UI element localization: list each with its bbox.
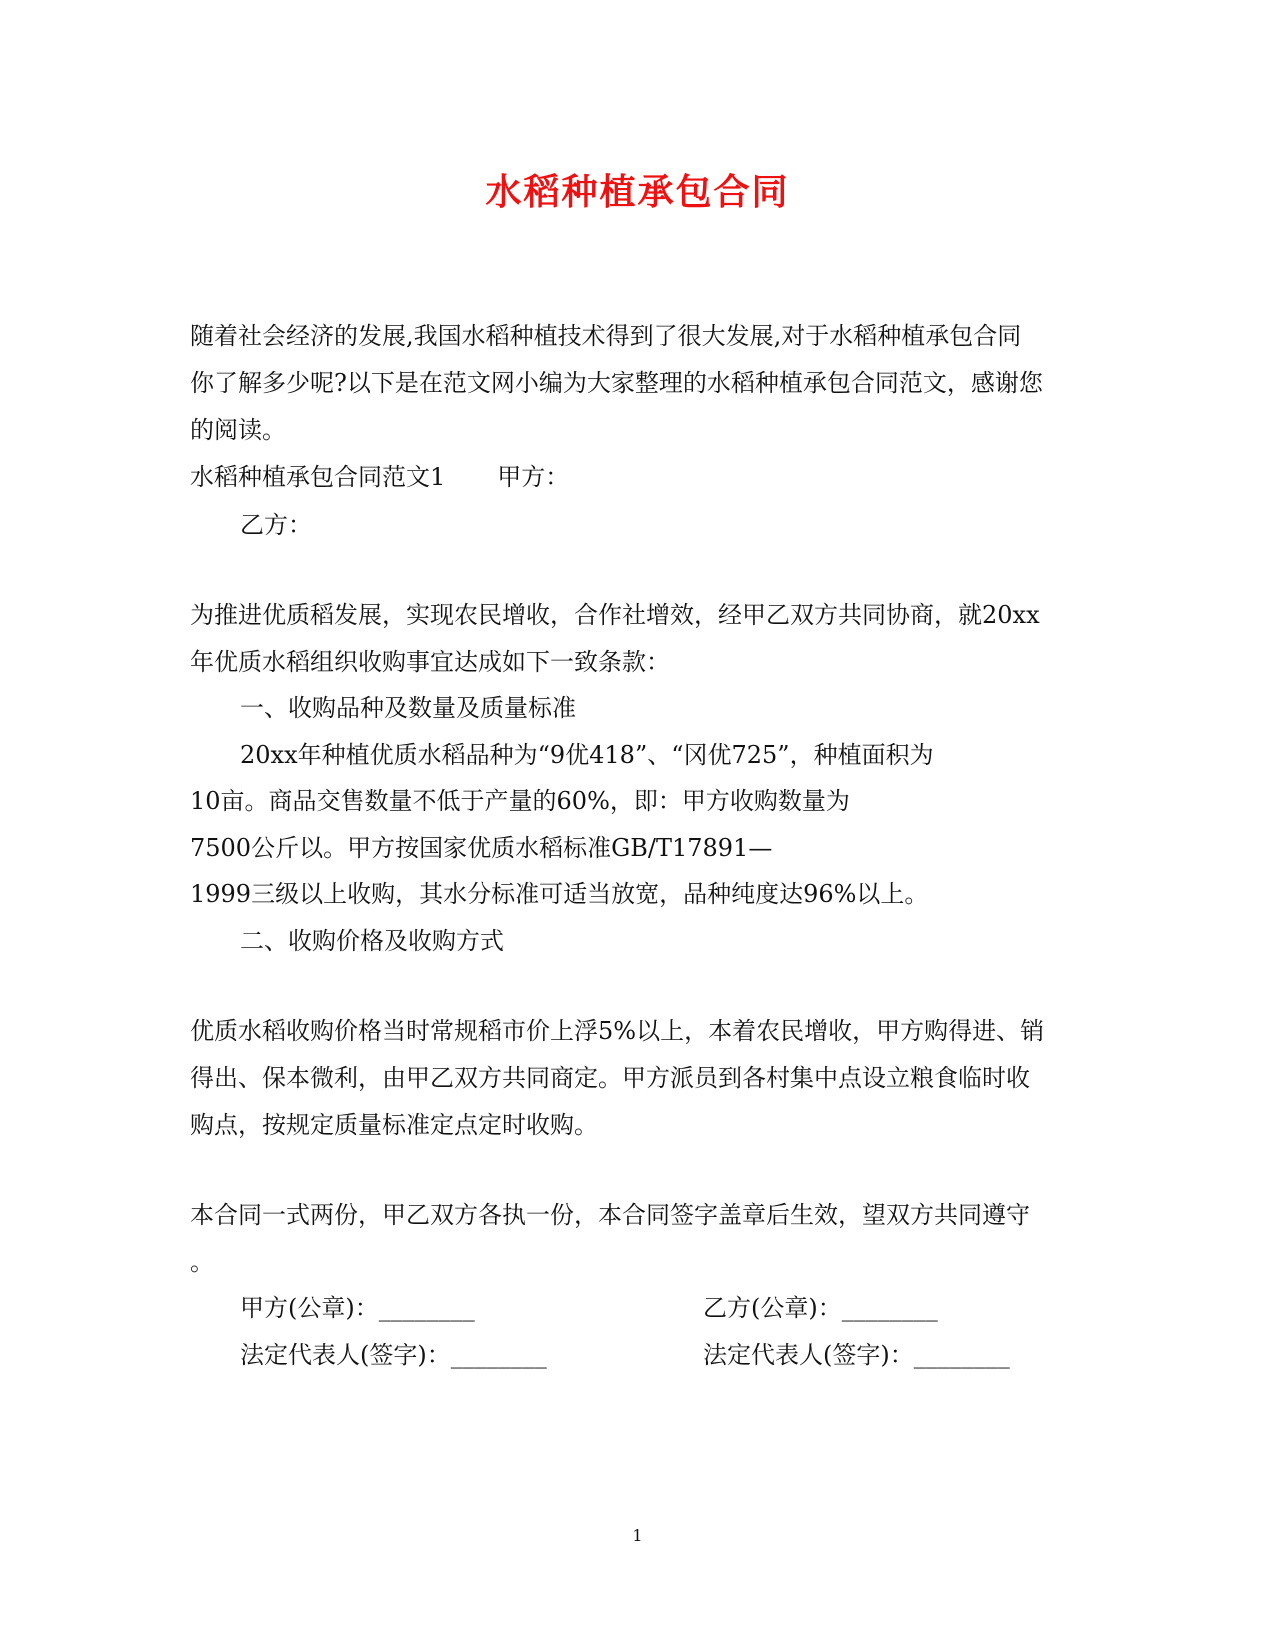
party-a-label: 甲方： [497,463,570,491]
closing-line-1: 本合同一式两份，甲乙双方各执一份，本合同签字盖章后生效，望双方共同遵守 [190,1201,1030,1229]
party-a-seal-field: 甲方(公章)：________ [240,1294,475,1322]
section2-line-1: 优质水稻收购价格当时常规稻市价上浮5%以上，本着农民增收，甲方购得进、销 [190,1017,1045,1045]
party-a-representative-field: 法定代表人(签字)：________ [240,1341,547,1369]
sample-heading-row [190,461,569,493]
preamble-line-2: 年优质水稻组织收购事宜达成如下一致条款： [190,648,670,676]
intro-line-2: 你了解多少呢?以下是在范文网小编为大家整理的水稻种植承包合同范文，感谢您 [190,369,1043,397]
section1-line-1: 20xx年种植优质水稻品种为“9优418”、“冈优725”，种植面积为 [240,741,934,769]
document-title: 水稻种植承包合同 [485,171,790,213]
intro-line-1: 随着社会经济的发展,我国水稻种植技术得到了很大发展,对于水稻种植承包合同 [190,322,1022,350]
section2-heading: 二、收购价格及收购方式 [240,927,504,955]
section1-line-4: 1999三级以上收购，其水分标准可适当放宽，品种纯度达96%以上。 [190,880,929,908]
section2-line-2: 得出、保本微利，由甲乙双方共同商定。甲方派员到各村集中点设立粮食临时收 [190,1064,1030,1092]
party-b-label: 乙方： [240,511,312,539]
page-number: 1 [632,1526,643,1545]
intro-line-3: 的阅读。 [190,416,286,444]
section1-line-2: 10亩。商品交售数量不低于产量的60%，即：甲方收购数量为 [190,787,850,815]
section1-heading: 一、收购品种及数量及质量标准 [240,694,576,722]
section2-line-3: 购点，按规定质量标准定点定时收购。 [190,1111,598,1139]
section1-line-3: 7500公斤以。甲方按国家优质水稻标准GB/T17891— [190,834,773,862]
preamble-line-1: 为推进优质稻发展，实现农民增收，合作社增效，经甲乙双方共同协商，就20xx [190,601,1040,629]
party-b-seal-field: 乙方(公章)：________ [703,1294,938,1322]
sample-heading: 水稻种植承包合同范文1 [190,463,446,491]
party-b-representative-field: 法定代表人(签字)：________ [703,1341,1010,1369]
closing-line-2: 。 [190,1248,214,1276]
